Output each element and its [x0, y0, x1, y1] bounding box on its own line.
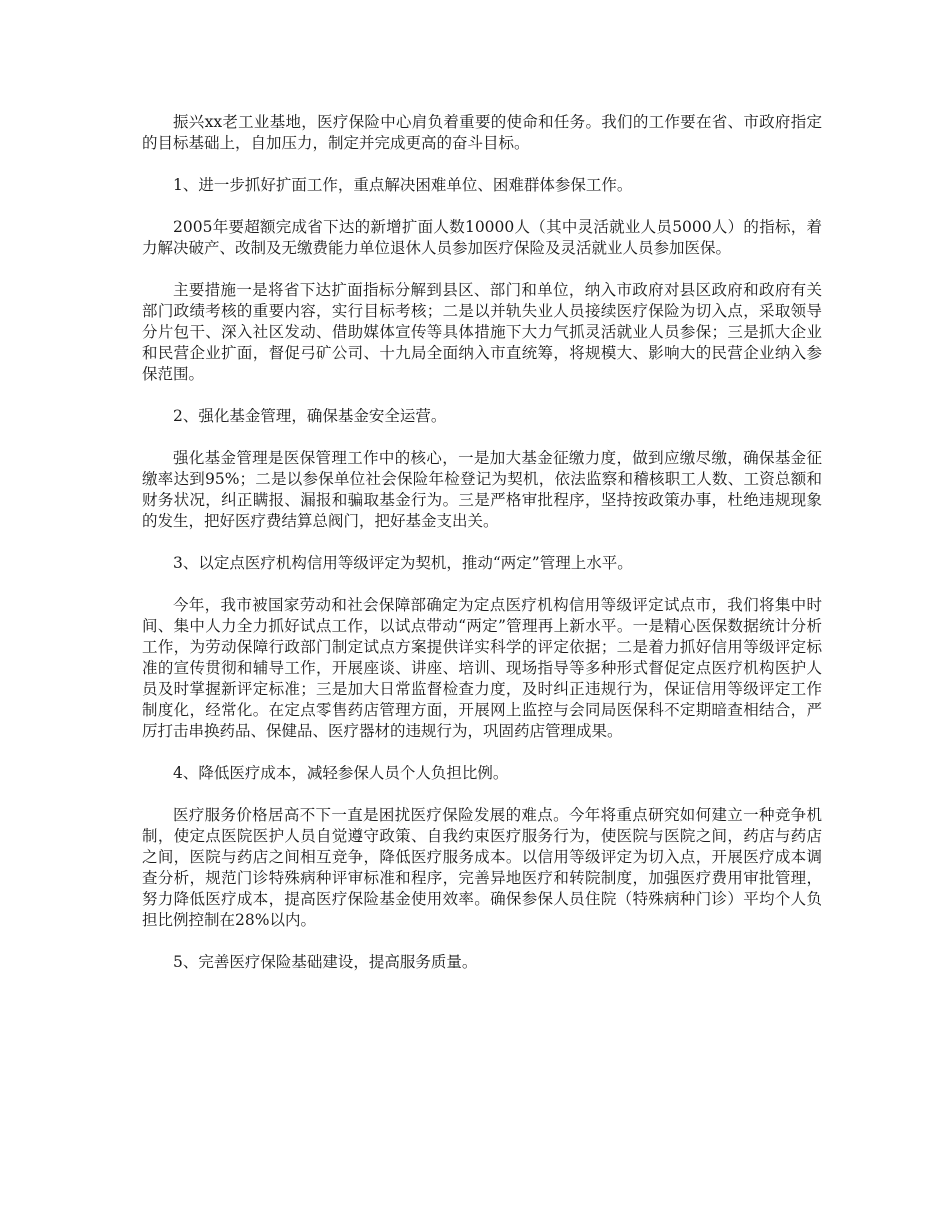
heading-item-3: 3、以定点医疗机构信用等级评定为契机，推动“两定”管理上水平。 — [173, 554, 633, 572]
paragraph-item-2: 强化基金管理是医保管理工作中的核心，一是加大基金征缴力度，做到应缴尽缴，确保基金征缴率达到95%；二是以参保单位社会保险年检登记为契机，依法监察和稽核职工人数、工资总额和财务状况，纠正瞒报、漏报和骗取基金行为。三是严格审批程序，坚持按政策办事，杜绝违规现象的发生，把好医疗费结算总阀门，把好基金支出关。 — [142, 449, 822, 530]
heading-item-5: 5、完善医疗保险基础建设，提高服务质量。 — [173, 953, 478, 971]
paragraph-item-4: 医疗服务价格居高不下一直是困扰医疗保险发展的难点。今年将重点研究如何建立一种竞争机制，使定点医院医护人员自觉遵守政策、自我约束医疗服务行为，使医院与医院之间，药店与药店之间，医院与药店之间相互竞争，降低医疗服务成本。以信用等级评定为切入点，开展医疗成本调查分析，规范门诊特殊病种评审标准和程序，完善异地医疗和转院制度，加强医疗费用审批管理，努力降低医疗成本，提高医疗保险基金使用效率。确保参保人员住院（特殊病种门诊）平均个人负担比例控制在28%以内。 — [142, 806, 822, 929]
document-body — [142, 112, 822, 994]
paragraph-item-1-measures: 主要措施一是将省下达扩面指标分解到县区、部门和单位，纳入市政府对县区政府和政府有关部门政绩考核的重要内容，实行目标考核；二是以并轨失业人员接续医疗保险为切入点，采取领导分片包干、深入社区发动、借助媒体宣传等具体措施下大力气抓灵活就业人员参保；三是抓大企业和民营企业扩面，督促弓矿公司、十九局全面纳入市直统筹，将规模大、影响大的民营企业纳入参保范围。 — [142, 281, 822, 383]
heading-item-4: 4、降低医疗成本，减轻参保人员个人负担比例。 — [173, 764, 509, 782]
paragraph-intro: 振兴xx老工业基地，医疗保险中心肩负着重要的使命和任务。我们的工作要在省、市政府指定的目标基础上，自加压力，制定并完成更高的奋斗目标。 — [142, 113, 822, 152]
paragraph-item-3: 今年，我市被国家劳动和社会保障部确定为定点医疗机构信用等级评定试点市，我们将集中时间、集中人力全力抓好试点工作，以试点带动“两定”管理再上新水平。一是精心医保数据统计分析工作，为劳动保障行政部门制定试点方案提供详实科学的评定依据；二是着力抓好信用等级评定标准的宣传贯彻和辅导工作，开展座谈、讲座、培训、现场指导等多种形式督促定点医疗机构医护人员及时掌握新评定标准；三是加大日常监督检查力度，及时纠正违规行为，保证信用等级评定工作制度化，经常化。在定点零售药店管理方面，开展网上监控与会同局医保科不定期暗查相结合，严厉打击串换药品、保健品、医疗器材的违规行为，巩固药店管理成果。 — [142, 596, 822, 740]
heading-item-2: 2、强化基金管理，确保基金安全运营。 — [173, 407, 447, 425]
heading-item-1: 1、进一步抓好扩面工作，重点解决困难单位、困难群体参保工作。 — [173, 176, 633, 194]
paragraph-item-1-goal: 2005年要超额完成省下达的新增扩面人数10000人（其中灵活就业人员5000人）的指标，着力解决破产、改制及无缴费能力单位退休人员参加医疗保险及灵活就业人员参加医保。 — [142, 218, 822, 257]
